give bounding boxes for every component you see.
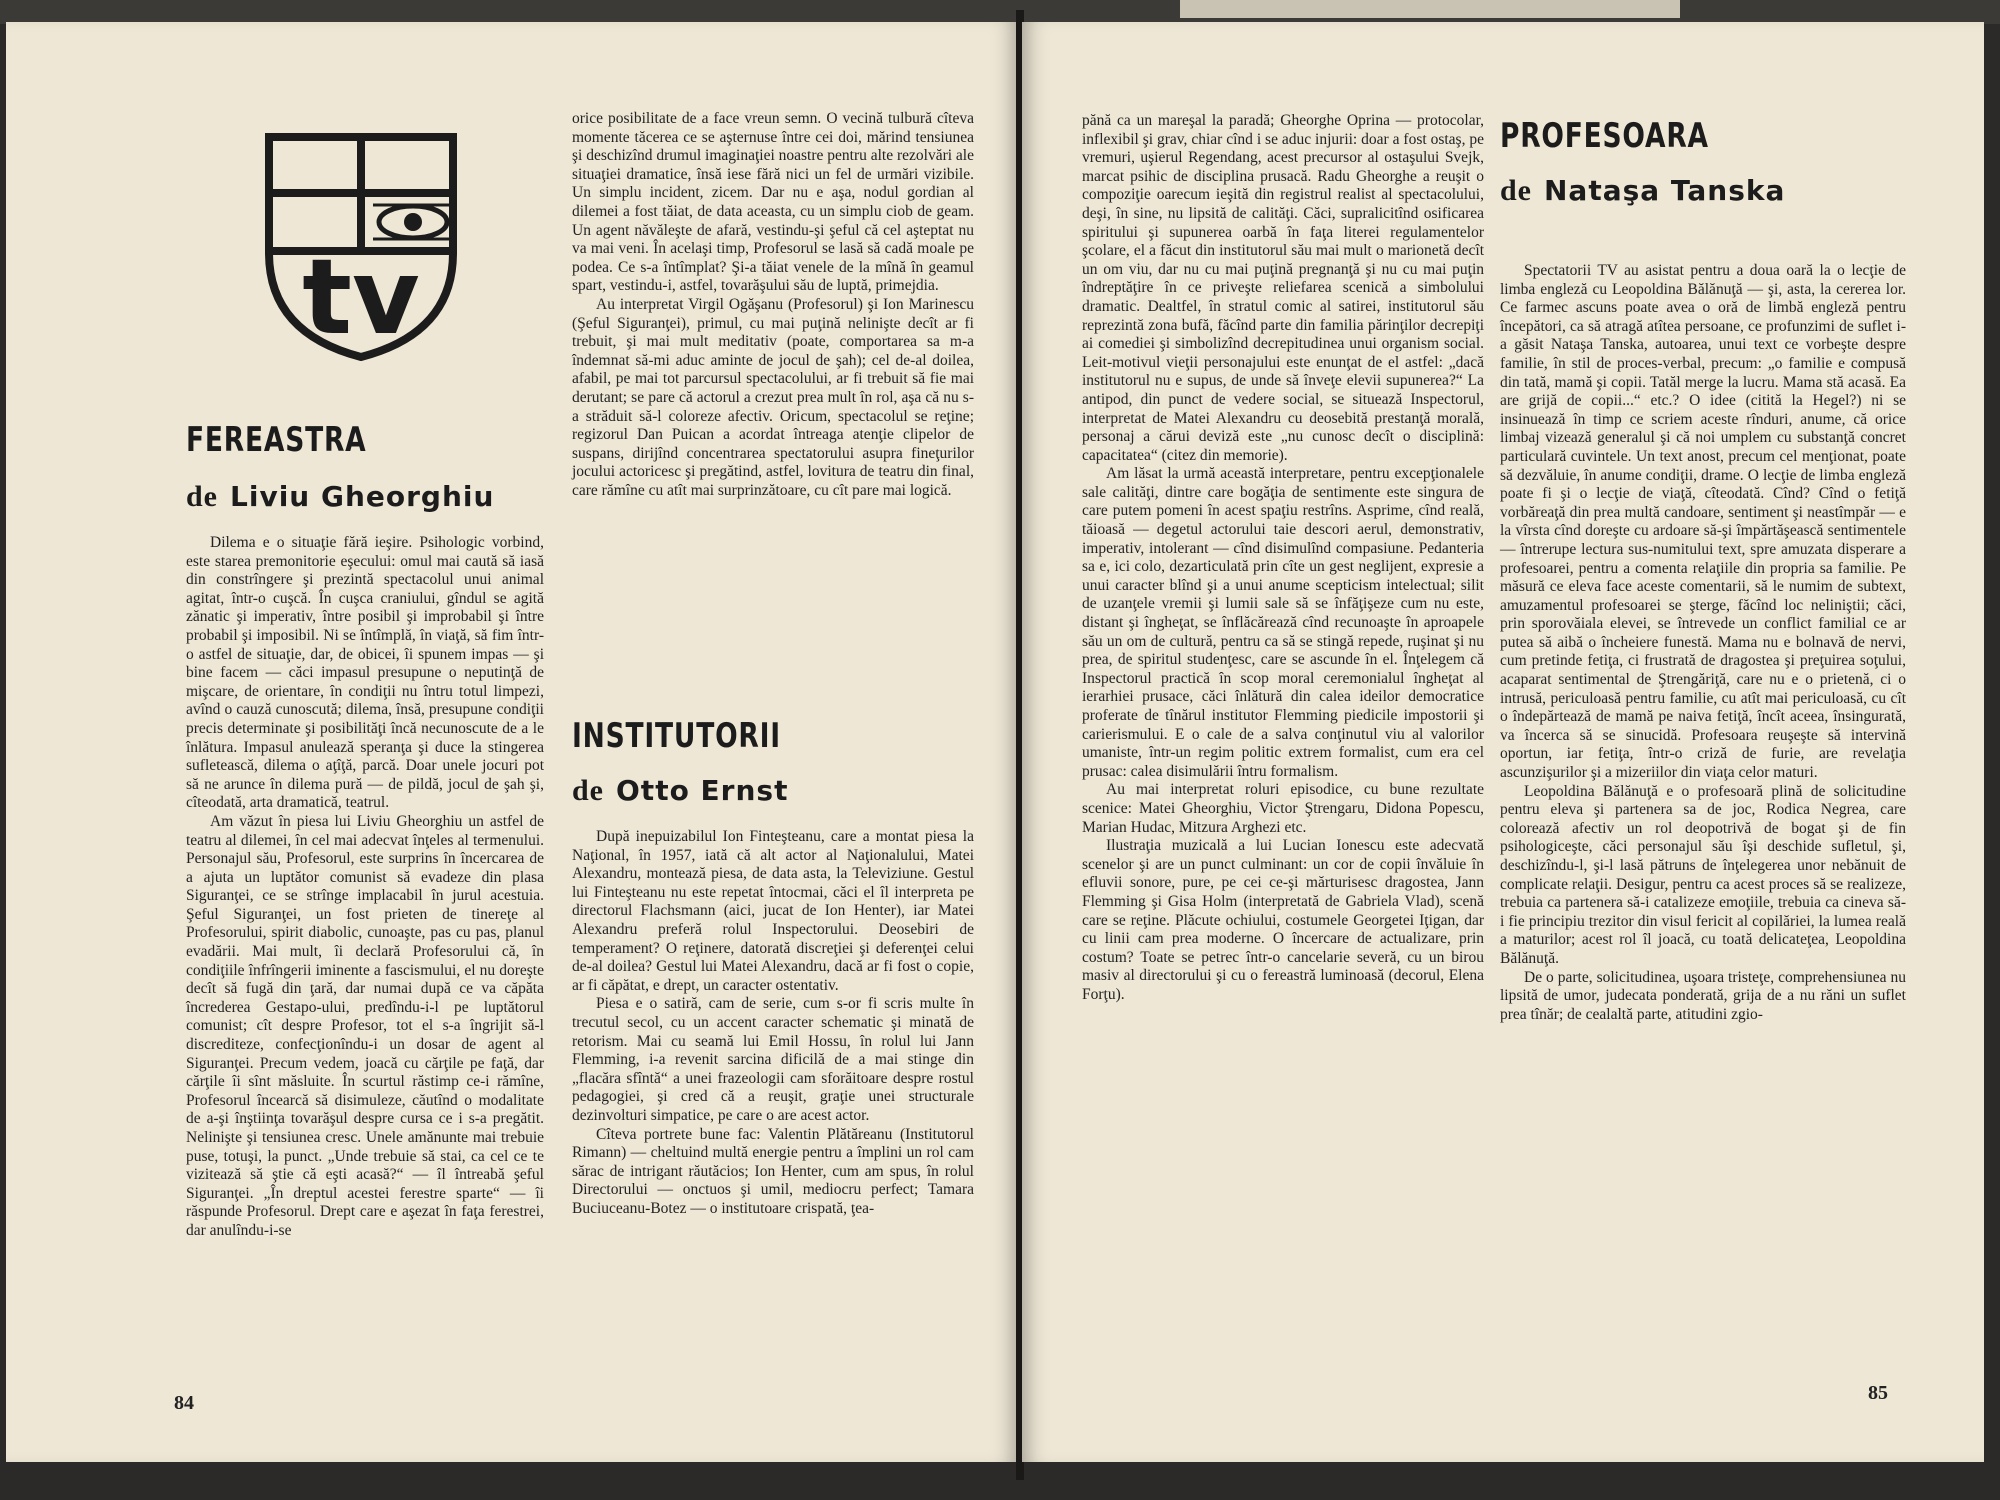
article3-byline: [1500, 174, 1785, 208]
tv-logo-letters: tv: [302, 236, 420, 358]
article3-paragraph-3: De o parte, solicitudinea, uşoara tristeţe, comprehensiunea nu lipsită de umor, judecata ponderată, grija de a nu răni un suflet prea tînăr; de cealaltă parte, atitudini zgio-: [1500, 968, 1906, 1023]
article3-author: Nataşa Tanska: [1544, 174, 1786, 207]
article2-paragraph-2: Piesa e o satiră, cam de serie, cum s-or fi scris multe în trecutul secol, cu un accent caracter schematic şi minată de retorism. Mai cu seamă lui Emil Hossu, în rolul lui Jann Flemming, i-a revenit sarcina dificilă de a mai stinge din „flacăra sfîntă“ a unei frazeologii cam sforăitoare despre rostul pedagogiei, şi cred că a reuşit, graţie unei structurale dezinvolturi simpatice, pe care o are acest actor.: [572, 995, 974, 1124]
article1-title: FEREASTRA: [186, 420, 367, 460]
top-strip: [0, 0, 2000, 24]
right-page: [1022, 22, 1984, 1462]
article1-column-2: [572, 110, 974, 500]
article2-byline-de: de: [572, 774, 604, 807]
article1-col2-paragraph-1: orice posibilitate de a face vreun semn. O vecină tulbură cîteva momente tăcerea ce se aşternuse între cei doi, mărind tensiunea şi deschizînd drumul imaginaţiei noastre pentru alte rezolvări ale situaţiei dramatice, însă iese fără nici un fel de urmări vizibile. Un simplu incident, zicem. Dar nu e aşa, nodul gordian al dilemei a fost tăiat, de data aceasta, cu un simplu ciob de geam. Un agent năvăleşte de afară, vestindu-şi şeful că cel aşteptat nu va mai veni. În acelaşi timp, Profesorul se lasă să cadă moale pe podea. Ce s-a întîmplat? Şi-a tăiat venele de la mînă în geamul spart, vestindu-i, astfel, tovarăşului său de luptă, primejdia.: [572, 110, 974, 295]
article2-author: Otto Ernst: [616, 774, 789, 807]
article2-paragraph-3: Cîteva portrete bune fac: Valentin Plătăreanu (Institutorul Rimann) — cheltuind multă energie pentru a împlini un rol cam sărac de intrigant răutăcios; Ion Henter, cum am spus, în rolul Directorului — onctuos şi umil, mediocru perfect; Tamara Buciuceanu-Botez — o institutoare crispată, ţea-: [572, 1125, 974, 1217]
article3-byline-de: de: [1500, 174, 1532, 207]
article3-paragraph-2: Leopoldina Bălănuţă e o profesoară plină de solicitudine pentru eleva şi partenera sa de joc, Rodica Negrea, care colorează afectiv un rol deopotrivă de bogat şi de fin psihologiceşte, căci personajul său îşi deschide sufletul, şi, deschizîndu-l, şi-l lasă pătruns de înţelegerea unor nebănuit de complicate relaţii. Desigur, pentru ca acest proces să se realizeze, trebuia ca partenera să-i catalizeze emoţiile, trebuia ca cineva să-i fie principiu trezitor din visul fericit al copilăriei, la lumea reală a maturilor; acest rol îl joacă, cu toată delicateţea, Leopoldina Bălănuţă.: [1500, 782, 1906, 967]
page-number-left: 84: [174, 1392, 194, 1414]
article3-paragraph-1: Spectatorii TV au asistat pentru a doua oară la o lecţie de limba engleză cu Leopoldina Bălănuţă — şi, asta, la cererea lor. Ce farmec ascuns poate avea o oră de limbă engleză pentru începători, ca să atragă atîtea persoane, ce profunzimi de suflet i-a găsit Nataşa Tanska, autoarea, unui text ce vorbeşte despre familie, în stil de proces-verbal, precum: „o familie e compusă din tată, mamă şi copii. Tatăl merge la lucru. Mama stă acasă. Ea are grijă de copii...“ etc.? O idee (citită la Hegel?) ni se insinuează în timp ce scriem aceste rînduri, anume, că orice limbaj vizează generalul şi că noi umplem cu substanţă concret particulară cuvintele. Un text anost, precum cel menţionat, poate să dezvăluie, în anume condiţii, drame. O lecţie de limba engleză poate fi şi o lecţie de viaţă, cîteodată. Cînd? Cînd o fetiţă vorbăreaţă din prea multă candoare, sentiment şi neastîmpăr — e la vîrsta cînd doreşte cu ardoare să-şi împărtăşească sentimentele — întrerupe lectura sus-numitului text, spre amuzata disperare a profesoarei, pentru a comenta relaţiile din propria sa familie. Pe măsură ce eleva face aceste comentarii, să le numim de subtext, amuzamentul profesoarei se şterge, făcînd loc neliniştii; căci, prin sporovăiala elevei, se întrevede un conflict familial ce ar putea să aibă o încheiere funestă. Mama nu e bolnavă de nervi, cum pretinde fetiţa, ci frustrată de dragostea şi preţuirea soţului, acaparat sentimental de Ştrengăriţă, care nu e o prietenă, ci o intrusă, periculoasă pentru familie, cu atît mai periculoasă, cu cît o îndepărtează de mamă pe naiva fetiţă, încît aceea, însingurată, va încerca să se sinucidă. Profesoara reuşeşte să intervină oportun, iar fetiţa, într-o criză de furie, are revelaţia ascunzişurilor şi a mizeriilor din viaţa celor maturi.: [1500, 262, 1906, 782]
article2-paragraph-1: După inepuizabilul Ion Finteşteanu, care a montat piesa la Naţional, în 1957, iată că alt actor al Naţionalului, Matei Alexandru, montează piesa, de data asta, la Televiziune. Gestul lui Finteşteanu nu este repetat întocmai, căci el îl interpreta pe directorul Flachsmann (aici, jucat de Ion Henter), iar Matei Alexandru preferă rolul Inspectorului. Deosebiri de temperament? O reţinere, datorată discreţiei şi deferenţei celui de-al doilea? Gestul lui Matei Alexandru, dacă ar fi fost o copie, ar fi căpătat, e drept, un caracter ostentativ.: [572, 828, 974, 994]
article1-column-1: [186, 534, 544, 1241]
article1-author: Liviu Gheorghiu: [230, 480, 495, 513]
article1-byline-de: de: [186, 480, 218, 513]
article1-col2-paragraph-2: Au interpretat Virgil Ogăşanu (Profesorul) şi Ion Marinescu (Şeful Siguranţei), primul, cu mai puţină nelinişte decît ar fi trebuit, şi mai mult meditativ (poate, comportarea sa m-a îndemnat să-mi aduc aminte de jocul de şah); cel de-al doilea, afabil, pe mai tot parcursul spectacolului, ar fi trebuit să fie mai derutant; se pare că actorul a crezut prea mult în rol, aşa că nu s-a străduit să-l coloreze afectiv. Oricum, spectacolul se reţine; regizorul Dan Puican a acordat întreaga atenţie clipelor de suspans, dirijînd concentrarea spectatorului asupra fineţurilor jocului actoricesc şi pregătind, astfel, lovitura de teatru din final, care rămîne cu atît mai surprinzătoare, cu cît pare mai logică.: [572, 295, 974, 499]
article1-col1-paragraph-2: Am văzut în piesa lui Liviu Gheorghiu un astfel de teatru al dilemei, în cel mai adecvat înţeles al termenului. Personajul său, Profesorul, este surprins în încercarea de a ajuta un luptător comunist să evadeze din plasa Siguranţei, ce se strînge implacabil în jurul acestuia. Şeful Siguranţei, un fost prieten de tinereţe al Profesorului, spirit diabolic, cunoaşte, pas cu pas, planul evadării. Mai mult, îi declară Profesorului că, în condiţiile înfrîngerii iminente a fascismului, el nu doreşte decît să fugă din ţară, dar numai după ce va căpăta încrederea Gestapo-ului, predîndu-i-l pe luptătorul comunist; cît despre Profesor, tot el s-a îngrijit să-l discrediteze, confecţionîndu-i un dosar de agent al Siguranţei. Precum vedem, joacă cu cărţile pe faţă, dar cărţile îi sînt măsluite. În scurtul răstimp ce-i rămîne, Profesorul încearcă să disimuleze, căutînd o modalitate de a-şi înştiinţa tovarăşul despre cursa ce i s-a pregătit. Nelinişte şi tensiunea cresc. Unele amănunte mai trebuie puse, totuşi, la punct. „Unde trebuie să stai, ca cel ce te vizitează să ştie că eşti acasă?“ — îl întreabă şeful Siguranţei. „În dreptul acestei ferestre sparte“ — îi răspunde Profesorul. Drept care e aşezat în faţa ferestrei, dar anulîndu-i-se: [186, 812, 544, 1239]
tv-logo-icon: [263, 133, 459, 361]
paper-sheet-edge: [1180, 0, 1680, 18]
article2-byline: [572, 774, 788, 808]
article2-continued-column: [1082, 112, 1484, 1005]
article2-cont-paragraph-4: Ilustraţia muzicală a lui Lucian Ionescu este adecvată scenelor şi are un punct culminant: un cor de copii învăluie în efluvii sonore, pure, pe cei ce-şi mărturisesc dragostea, Jann Flemming şi Gisa Holm (interpretată de Gabriela Vlad), scenă care se reţine. Plăcute ochiului, costumele Georgetei Iţigan, dar cu linii cam prea moderne. O încercare de actualizare, prin costum? Toate se petrec într-o cancelarie severă, cu un birou masiv al directorului şi cu o fereastră luminoasă (decorul, Elena Forţu).: [1082, 837, 1484, 1003]
article1-col1-paragraph-1: Dilema e o situaţie fără ieşire. Psihologic vorbind, este starea premonitorie eşecului: omul mai caută să iasă din constrîngere şi prezintă spectacolul unui animal agitat, într-o cuşcă. În cuşca craniului, gîndul se agită zănatic şi imperativ, între posibil şi improbabil şi între probabil şi imposibil. Ni se întîmplă, în viaţă, să fim într-o astfel de situaţie, dar, de obicei, îi spunem impas — şi bine facem — căci impasul presupune o neputinţă de mişcare, de orientare, în condiţii nu întru totul limpezi, avînd o cauză cunoscută; dilema, însă, presupune condiţii precis determinate şi posibilităţi încă necunoscute de a le înlătura. Impasul anulează speranţa şi duce la stingerea sufletească, dilema o aţîţă, parcă. Doar unele jocuri pot să ne arunce în dilema pură — de pildă, jocul de şah şi, cîteodată, arta dramatică, teatrul.: [186, 534, 544, 812]
article2-title: INSTITUTORII: [572, 716, 781, 756]
article2-cont-paragraph-3: Au mai interpretat roluri episodice, cu bune rezultate scenice: Matei Gheorghiu, Victor Ştrengaru, Didona Popescu, Marian Hudac, Mitzura Arghezi etc.: [1082, 781, 1484, 836]
article1-byline: [186, 480, 494, 514]
left-page: [6, 22, 1018, 1462]
article3-column: [1500, 262, 1906, 1024]
page-number-right: 85: [1868, 1382, 1888, 1404]
article2-cont-paragraph-2: Am lăsat la urmă această interpretare, pentru excepţionalele sale calităţi, dintre care bogăţia de sentimente este singura de care putem pomeni în acest spaţiu restrîns. Asprime, cînd reală, tăioasă — degetul actorului taie descori aerul, demonstrativ, imperativ, intolerant — cînd disimulînd compasiune. Pedanteria sa e, ici colo, dezarticulată prin cîte un gest neglijent, expresie a unui caracter blînd şi a unui anume scepticism intelectual; silit de uzanţele vremii şi lumii sale să se înfăţişeze cum nu este, distant şi îngheţat, se înflăcărează cînd recunoaşte în aproapele său un om de cultură, pentru ca să se stingă repede, ruşinat şi nu prea, de spiritul studenţesc, care se ascunde în el. Înţelegem că Inspectorul practică în scop moral ceremonialul îngheţat al ierarhiei prusace, căci înlătură din calea ideilor democratice proferate de tînărul institutor Flemming piedicile impostorii şi carierismului. E o cale de a salva conţinutul viu al valorilor umaniste, într-un regim politic extrem formalist, cum era cel prusac: calea disimulării întru formalism.: [1082, 465, 1484, 780]
article2-column: [572, 828, 974, 1218]
article3-title: PROFESOARA: [1500, 116, 1709, 156]
article2-cont-paragraph-1: pănă ca un mareşal la paradă; Gheorghe Oprina — protocolar, inflexibil şi grav, chiar cînd i se aduc injurii: doar a fost ostaş, pe vremuri, uşierul Regendang, acest precursor al ostaşului Svejk, marcat psihic de disciplina prusacă. Radu Gheorghe a reuşit o compoziţie oarecum ieşită din registrul realist al spectacolului, deşi, în sine, nu lipsită de calităţi. Căci, supralicitînd osificarea spiritului şi supunerea oarbă în faţa literei regulamentelor şcolare, el a făcut din institutorul său mai mult o marionetă decît un om viu, dar nu cu mai puţină pregnanţă şi nu cu mai puţin îndreptăţire în ce priveşte reliefarea scenică a simbolului dramatic. Dealtfel, în stratul comic al satirei, institutorul său reprezintă zona bufă, făcînd parte din familia părinţilor decrepiţi ai comediei şi simbolizînd decrepitudinea unui organism social. Leit-motivul vieţii personajului este enunţat de el astfel: „dacă institutorul nu e supus, de unde să înveţe elevii supunerea?“ La antipod, din punct de vedere social, se situează Inspectorul, interpretat de Matei Alexandru cu deosebită prestanţă morală, personaj a cărui deviză este „nu cunosc decît o disciplină: capacitatea“ (citez din memorie).: [1082, 112, 1484, 464]
